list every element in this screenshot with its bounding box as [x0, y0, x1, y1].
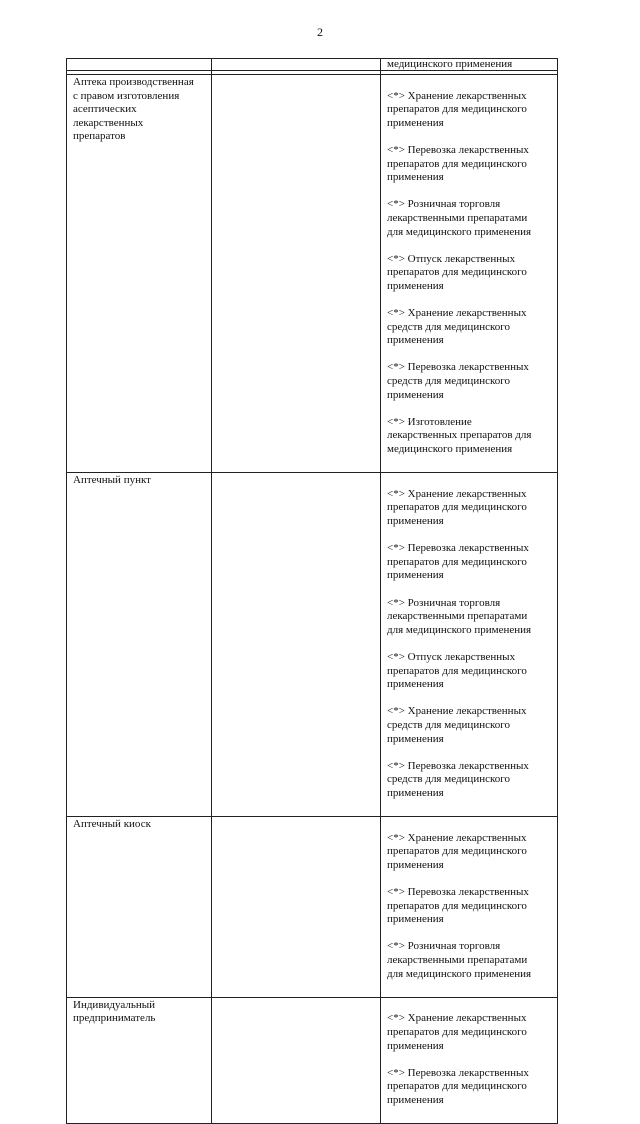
activity-item: <*> Перевозка лекарственных препаратов для медицинского применения [387, 542, 529, 582]
middle-cell [212, 817, 381, 998]
table-row [67, 473, 558, 817]
activity-item: <*> Розничная торговля лекарственными препаратами для медицинского применения [387, 596, 532, 636]
activity-item: <*> Розничная торговля лекарственными препаратами для медицинского применения [387, 940, 532, 980]
middle-cell [212, 473, 381, 817]
activities-cell [381, 473, 558, 817]
table-row [67, 817, 558, 998]
organization-type-cell: Аптечный пункт [67, 473, 212, 817]
organization-type-cell: Аптека производственная с правом изготовления асептических лекарственных препаратов [67, 75, 212, 473]
organization-activities-table [66, 58, 558, 1124]
table-row [67, 997, 558, 1123]
activity-item: <*> Хранение лекарственных средств для медицинского применения [387, 705, 527, 745]
organization-type-cell: Аптечный киоск [67, 817, 212, 998]
activity-item: <*> Отпуск лекарственных препаратов для медицинского применения [387, 252, 527, 292]
middle-cell [212, 997, 381, 1123]
activity-item: <*> Отпуск лекарственных препаратов для медицинского применения [387, 650, 527, 691]
continuation-row [67, 59, 558, 71]
activity-item: <*> Хранение лекарственных препаратов для медицинского применения [387, 831, 527, 871]
page-number: 2 [317, 25, 323, 39]
continuation-middle-cell [212, 59, 381, 71]
activity-item: <*> Хранение лекарственных препаратов для медицинского применения [387, 487, 527, 527]
activities-cell [381, 75, 558, 473]
organization-type-cell: Индивидуальный предприниматель [67, 997, 212, 1123]
activities-cell [381, 817, 558, 998]
activity-item: <*> Перевозка лекарственных средств для медицинского применения [387, 759, 529, 799]
activity-item: <*> Перевозка лекарственных препаратов для медицинского применения [387, 886, 529, 926]
continuation-type-cell [67, 59, 212, 71]
activities-cell [381, 997, 558, 1123]
activity-item: <*> Хранение лекарственных препаратов для медицинского применения [387, 1012, 527, 1052]
activity-item: <*> Изготовление лекарственных препаратов для медицинского применения [387, 415, 532, 456]
activity-item: <*> Перевозка лекарственных препаратов для медицинского применения [387, 1066, 529, 1106]
table-row [67, 75, 558, 473]
activity-item: <*> Хранение лекарственных средств для медицинского применения [387, 307, 527, 347]
middle-cell [212, 75, 381, 473]
activity-item: <*> Перевозка лекарственных препаратов для медицинского применения [387, 143, 529, 184]
activity-item: <*> Перевозка лекарственных средств для медицинского применения [387, 361, 529, 401]
continuation-activities-cell: медицинского применения [381, 59, 558, 71]
activity-item: <*> Хранение лекарственных препаратов для медицинского применения [387, 89, 527, 129]
activity-item: <*> Розничная торговля лекарственными препаратами для медицинского применения [387, 198, 532, 238]
